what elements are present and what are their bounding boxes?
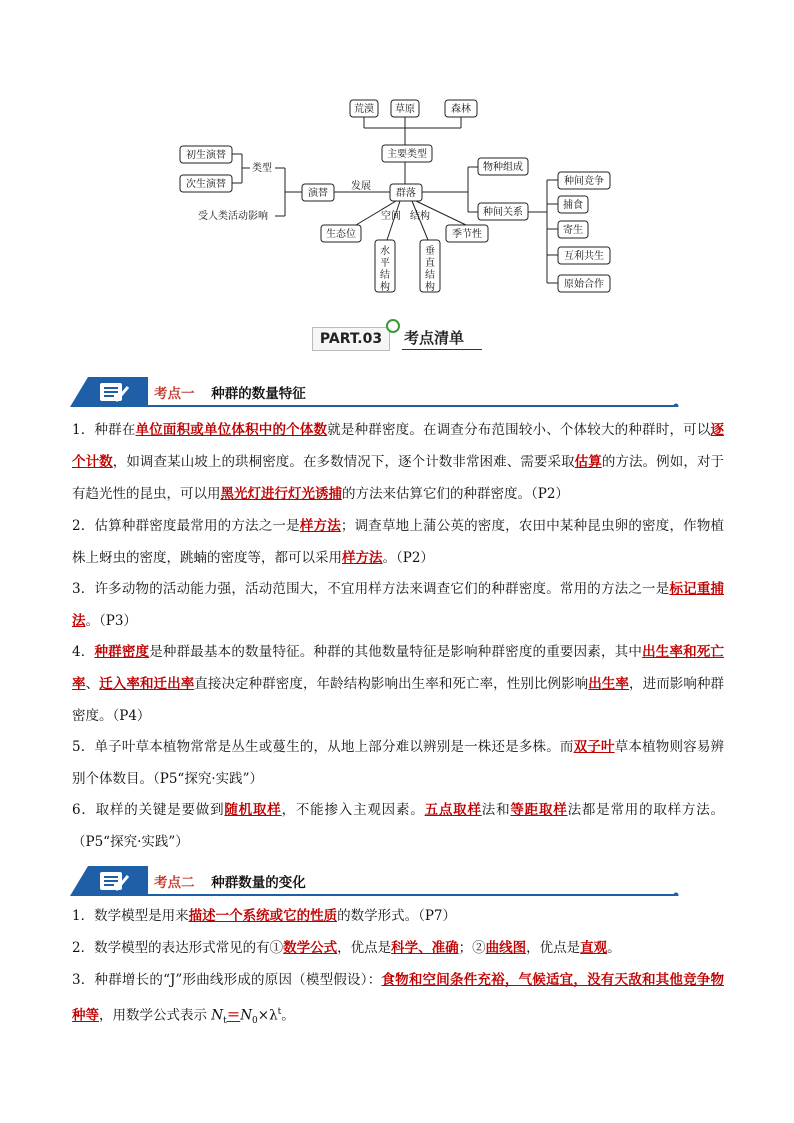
key-term: 曲线图 bbox=[485, 940, 527, 956]
section1-item1 bbox=[72, 414, 724, 510]
text-run: 的方法来估算它们的种群密度。（P2） bbox=[342, 486, 569, 502]
text-run: t bbox=[223, 1016, 227, 1027]
text-run: 3．许多动物的活动能力强，活动范围大，不宜用样方法来调查它们的种群密度。常用的方法之一是 bbox=[72, 581, 670, 597]
text-run: 直接决定种群密度，年龄结构影响出生率和死亡率，性别比例影响 bbox=[194, 676, 589, 692]
text-run: 5．单子叶草本植物常常是丛生或蔓生的，从地上部分难以辨别是一株还是多株。而 bbox=[72, 739, 574, 755]
key-term: 数学公式 bbox=[283, 940, 338, 956]
map-type-2: 草原 bbox=[395, 104, 415, 115]
text-run: 就是种群密度。在调查分布范围较小、个体较大的种群时，可以 bbox=[327, 422, 711, 438]
text-run: 法和 bbox=[481, 802, 511, 818]
key-term: 黑光灯进行灯光诱捕 bbox=[220, 486, 342, 502]
map-species-composition: 物种组成 bbox=[483, 162, 523, 173]
text-run: 4． bbox=[72, 644, 95, 660]
key-term: 估算 bbox=[574, 454, 602, 470]
key-term: 随机取样 bbox=[224, 802, 282, 818]
key-term: 食物和空间条件充裕，气候适宜，没有天敌和其他竞争物种等 bbox=[72, 972, 724, 1024]
map-succession-type-1: 初生演替 bbox=[186, 150, 226, 161]
text-run: 的方法。例如，对于有趋光性的昆虫，可以用 bbox=[72, 454, 725, 502]
text-run: 1．数学模型是用来 bbox=[72, 908, 189, 924]
section1-item3 bbox=[72, 573, 724, 637]
section1-item4 bbox=[72, 636, 724, 732]
text-run: 。（P2） bbox=[382, 550, 434, 566]
map-type-3: 森林 bbox=[451, 104, 471, 115]
text-run: 、 bbox=[85, 676, 100, 692]
concept-map bbox=[0, 0, 794, 310]
text-run: ，如调查某山坡上的珙桐密度。在多数情况下，逐个计数非常困难、需要采取 bbox=[112, 454, 575, 470]
map-relation-1: 种间竞争 bbox=[564, 176, 604, 187]
map-succession-type-2: 次生演替 bbox=[186, 179, 226, 190]
key-term: 出生率 bbox=[588, 676, 630, 692]
text-run: 。 bbox=[607, 940, 621, 956]
map-interspecific: 种间关系 bbox=[483, 207, 523, 218]
map-relation-4: 互利共生 bbox=[564, 251, 604, 262]
part-header bbox=[312, 325, 487, 351]
section1-item6 bbox=[72, 794, 724, 858]
text-run: 2．数学模型的表达形式常见的有① bbox=[72, 940, 284, 956]
text-run: ×λ bbox=[257, 1007, 278, 1024]
section1-item5 bbox=[72, 731, 724, 795]
section1-title: 种群的数量特征 bbox=[211, 386, 306, 402]
key-term: 逐个计数 bbox=[72, 422, 725, 470]
key-term: 等距取样 bbox=[510, 802, 568, 818]
text-run: 的数学形式。（P7） bbox=[337, 908, 457, 924]
text-run: 。 bbox=[281, 1007, 295, 1024]
map-relation-3: 寄生 bbox=[563, 225, 583, 236]
section2-title: 种群数量的变化 bbox=[211, 875, 306, 891]
text-run: ，进而影响种群密度。（P4） bbox=[72, 676, 725, 724]
section2-item2 bbox=[72, 932, 724, 964]
key-term: 出生率和死亡率 bbox=[72, 644, 725, 692]
text-run: 是种群最基本的数量特征。种群的其他数量特征是影响种群密度的重要因素，其中 bbox=[149, 644, 643, 660]
key-term: 五点取样 bbox=[424, 802, 482, 818]
key-term: 标记重捕法 bbox=[72, 581, 725, 629]
map-center: 群落 bbox=[396, 188, 416, 199]
text-run: N bbox=[240, 1007, 253, 1024]
key-term: 样方法 bbox=[299, 518, 341, 534]
key-term: 迁入率和迁出率 bbox=[99, 676, 195, 692]
key-term: 描述一个系统或它的性质 bbox=[188, 908, 338, 924]
text-run: ，用数学公式表示 bbox=[99, 1007, 212, 1024]
map-seasonality: 季节性 bbox=[452, 229, 482, 240]
map-relation-2: 捕食 bbox=[563, 200, 583, 211]
text-run: ，优点是 bbox=[526, 940, 581, 956]
section1-banner bbox=[70, 377, 680, 407]
map-horizontal-structure: 水平结构 bbox=[380, 246, 390, 293]
map-main-types: 主要类型 bbox=[387, 149, 427, 160]
section1-item2 bbox=[72, 510, 724, 574]
key-term: 双子叶 bbox=[573, 739, 615, 755]
section2-number: 考点二 bbox=[154, 875, 195, 891]
key-term: 科学、准确 bbox=[391, 940, 459, 956]
text-run: 法都是常用的取样方法。（P5“探究·实践”） bbox=[72, 802, 725, 850]
text-run: ；② bbox=[458, 940, 486, 956]
map-space-label: 空间 bbox=[381, 211, 401, 222]
ring-icon bbox=[386, 319, 400, 333]
text-run: N bbox=[211, 1007, 224, 1024]
map-develop-label: 发展 bbox=[351, 181, 371, 192]
text-run: ，不能掺入主观因素。 bbox=[281, 802, 425, 818]
map-human-influence: 受人类活动影响 bbox=[198, 211, 268, 222]
map-relation-5: 原始合作 bbox=[564, 279, 604, 290]
text-run: 3．种群增长的“J”形曲线形成的原因（模型假设）： bbox=[72, 972, 382, 988]
section2-banner bbox=[70, 866, 680, 896]
map-category-label: 类型 bbox=[252, 163, 272, 174]
map-vertical-structure: 垂直结构 bbox=[425, 246, 435, 293]
text-run: 2．估算种群密度最常用的方法之一是 bbox=[72, 518, 300, 534]
section2-item3 bbox=[72, 964, 724, 1037]
key-term: 单位面积或单位体积中的个体数 bbox=[135, 422, 328, 438]
part-code: PART.03 bbox=[312, 327, 390, 351]
key-term: 种群密度 bbox=[94, 644, 150, 660]
map-niche: 生态位 bbox=[326, 229, 356, 240]
text-run: ，优点是 bbox=[337, 940, 392, 956]
text-run: 。（P3） bbox=[85, 613, 137, 629]
key-term: 样方法 bbox=[342, 550, 383, 566]
key-term: 直观 bbox=[580, 940, 608, 956]
map-structure-label: 结构 bbox=[410, 211, 430, 222]
text-run: 6．取样的关键是要做到 bbox=[72, 802, 225, 818]
text-run: 草本植物则容易辨别个体数目。（P5“探究·实践”） bbox=[72, 739, 725, 787]
part-title: 考点清单 bbox=[404, 329, 465, 347]
text-run: 0 bbox=[252, 1016, 258, 1027]
key-term: ＝ bbox=[226, 1007, 241, 1024]
map-succession: 演替 bbox=[308, 188, 328, 199]
text-run: ；调查草地上蒲公英的密度，农田中某种昆虫卵的密度，作物植株上蚜虫的密度，跳蝻的密度等，都可以采用 bbox=[72, 518, 725, 566]
text-run: t bbox=[277, 1007, 282, 1017]
part-underline bbox=[402, 349, 482, 350]
section2-item1 bbox=[72, 900, 724, 932]
section1-number: 考点一 bbox=[154, 386, 195, 402]
map-type-1: 荒漠 bbox=[354, 104, 374, 115]
text-run: 1．种群在 bbox=[72, 422, 136, 438]
